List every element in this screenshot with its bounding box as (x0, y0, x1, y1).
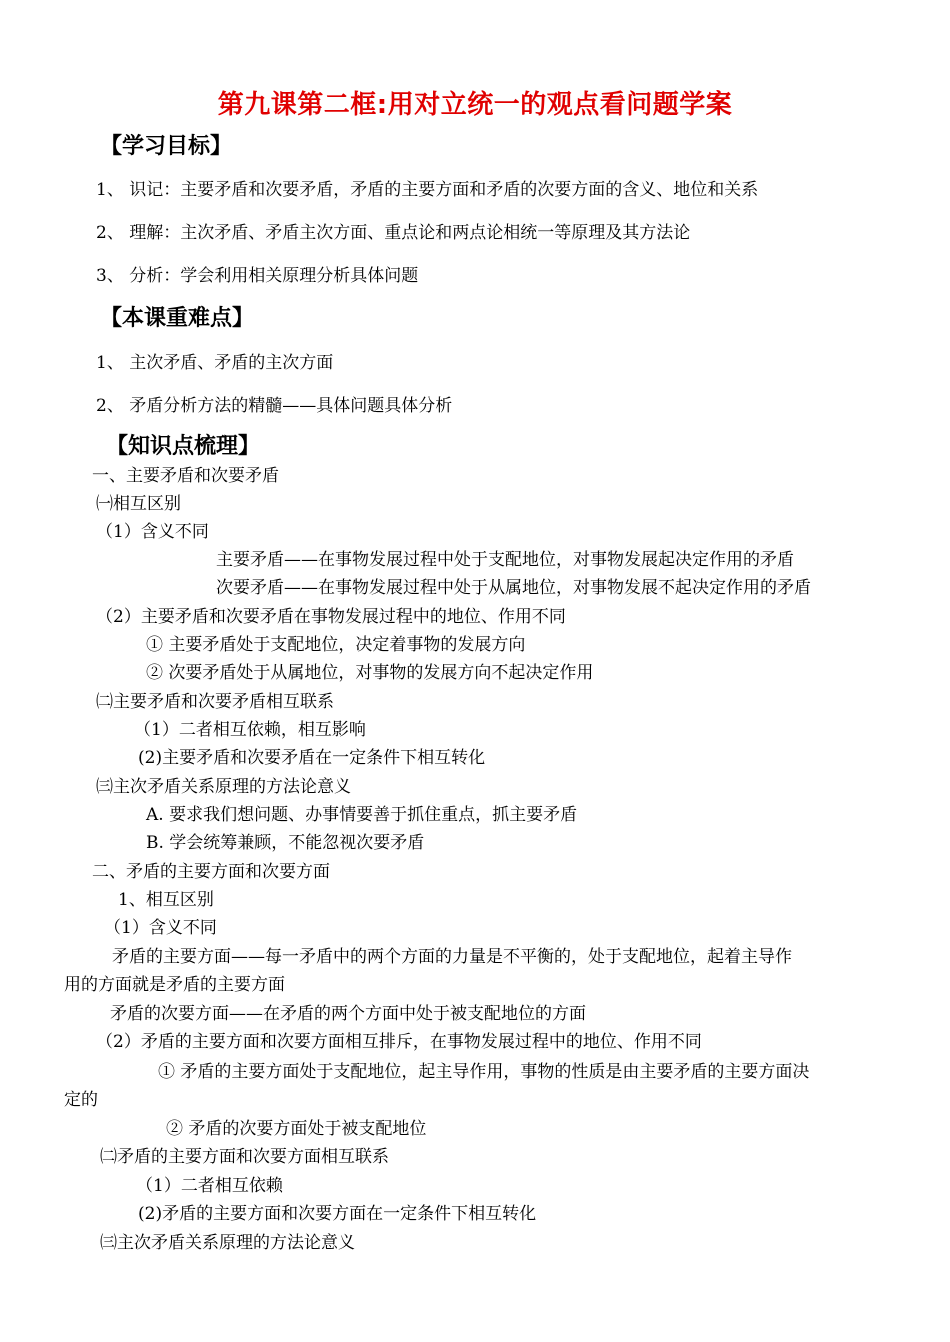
knowledge-line: （2）矛盾的主要方面和次要方面相互排斥，在事物发展过程中的地位、作用不同 (96, 1032, 702, 1052)
knowledge-line: （1）含义不同 (96, 522, 209, 542)
knowledge-line: ② 次要矛盾处于从属地位，对事物的发展方向不起决定作用 (146, 663, 594, 683)
objective-item-3: 3、 分析：学会利用相关原理分析具体问题 (96, 266, 419, 286)
objective-item-2: 2、 理解：主次矛盾、矛盾主次方面、重点论和两点论相统一等原理及其方法论 (96, 223, 691, 243)
knowledge-line: 1、相互区别 (118, 890, 214, 910)
knowledge-line: 次要矛盾——在事物发展过程中处于从属地位，对事物发展不起决定作用的矛盾 (216, 578, 811, 598)
knowledge-line: ㈢主次矛盾关系原理的方法论意义 (100, 1233, 355, 1253)
knowledge-line: ㈡矛盾的主要方面和次要方面相互联系 (100, 1147, 389, 1167)
knowledge-line: A. 要求我们想问题、办事情要善于抓住重点，抓主要矛盾 (146, 805, 578, 825)
key-point-item-1: 1、 主次矛盾、矛盾的主次方面 (96, 353, 334, 373)
knowledge-line: ① 矛盾的主要方面处于支配地位，起主导作用，事物的性质是由主要矛盾的主要方面决 (158, 1062, 810, 1082)
knowledge-line: 一、主要矛盾和次要矛盾 (92, 466, 279, 486)
knowledge-line: ② 矛盾的次要方面处于被支配地位 (166, 1119, 427, 1139)
knowledge-line: ㈢主次矛盾关系原理的方法论意义 (96, 777, 351, 797)
objective-item-1: 1、 识记：主要矛盾和次要矛盾，矛盾的主要方面和矛盾的次要方面的含义、地位和关系 (96, 180, 759, 200)
knowledge-line: （1）二者相互依赖，相互影响 (134, 720, 366, 740)
document-title: 第九课第二框:用对立统一的观点看问题学案 (217, 90, 733, 120)
knowledge-line: (2)矛盾的主要方面和次要方面在一定条件下相互转化 (138, 1204, 537, 1224)
knowledge-line: B. 学会统筹兼顾，不能忽视次要矛盾 (146, 833, 425, 853)
knowledge-line: （1）二者相互依赖 (136, 1176, 283, 1196)
objectives-heading: 【学习目标】 (100, 134, 233, 159)
knowledge-line: 定的 (64, 1090, 98, 1110)
knowledge-line: (2)主要矛盾和次要矛盾在一定条件下相互转化 (138, 748, 486, 768)
knowledge-line: ① 主要矛盾处于支配地位，决定着事物的发展方向 (146, 635, 526, 655)
knowledge-line: ㈡主要矛盾和次要矛盾相互联系 (96, 692, 334, 712)
knowledge-line: （2）主要矛盾和次要矛盾在事物发展过程中的地位、作用不同 (96, 607, 566, 627)
knowledge-line: ㈠相互区别 (96, 494, 181, 514)
knowledge-line: 主要矛盾——在事物发展过程中处于支配地位，对事物发展起决定作用的矛盾 (216, 550, 794, 570)
knowledge-line: 矛盾的主要方面——每一矛盾中的两个方面的力量是不平衡的，处于支配地位，起着主导作 (112, 947, 792, 967)
key-point-item-2: 2、 矛盾分析方法的精髓——具体问题具体分析 (96, 396, 453, 416)
knowledge-heading: 【知识点梳理】 (106, 434, 261, 459)
knowledge-line: （1）含义不同 (104, 918, 217, 938)
knowledge-line: 二、矛盾的主要方面和次要方面 (92, 862, 330, 882)
knowledge-line: 矛盾的次要方面——在矛盾的两个方面中处于被支配地位的方面 (110, 1004, 586, 1024)
knowledge-line: 用的方面就是矛盾的主要方面 (64, 975, 285, 995)
key-points-heading: 【本课重难点】 (100, 306, 255, 331)
